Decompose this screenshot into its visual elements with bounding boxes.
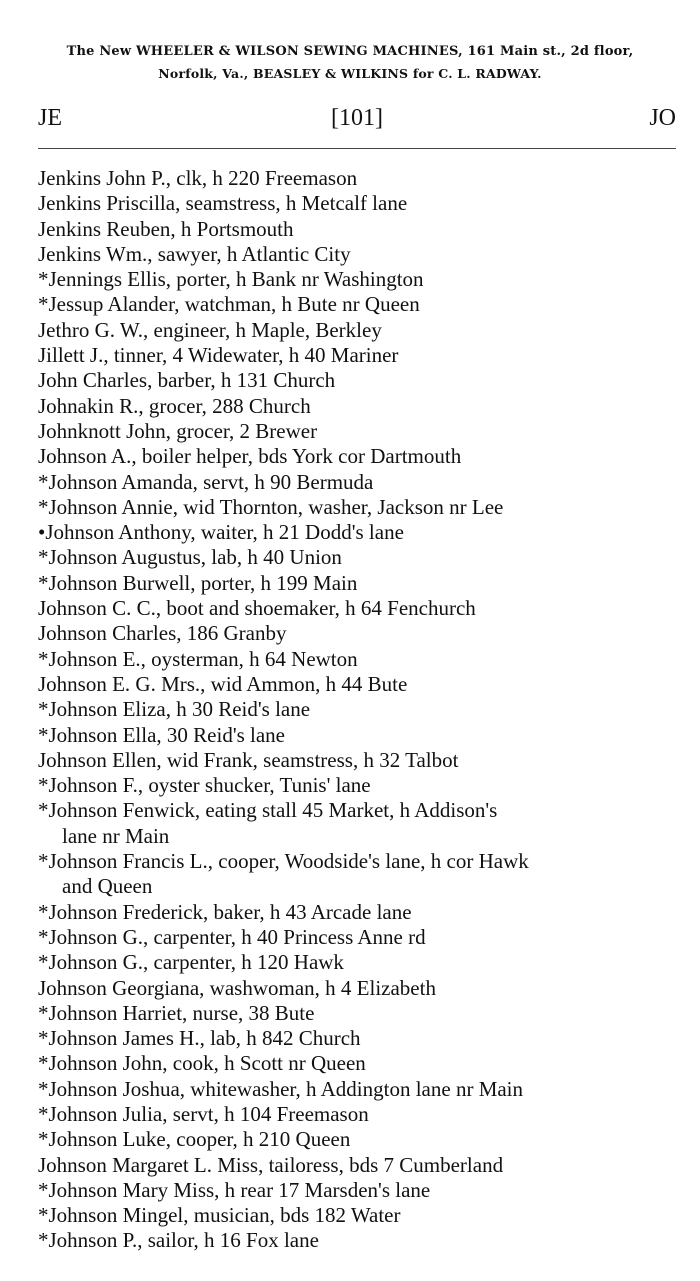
directory-entry — [0, 318, 678, 343]
directory-entry — [0, 1153, 678, 1178]
entry-text: *Johnson Julia, servt, h 104 Freemason — [38, 1101, 369, 1126]
directory-entry — [0, 419, 678, 444]
entry-text: •Johnson Anthony, waiter, h 21 Dodd's lane — [38, 520, 404, 545]
directory-entry — [0, 1001, 678, 1026]
directory-entry — [0, 1102, 678, 1127]
entry-text: Johnson Ellen, wid Frank, seamstress, h 32 Talbot — [38, 747, 459, 772]
entry-text: John Charles, barber, h 131 Church — [38, 368, 336, 393]
directory-entry — [0, 900, 678, 925]
directory-entry — [0, 976, 678, 1001]
directory-entry — [0, 1178, 678, 1203]
entry-text: *Johnson Francis L., cooper, Woodside's lane, h cor Hawk — [38, 849, 529, 874]
directory-entry — [0, 545, 678, 570]
entry-text: Johnson Charles, 186 Granby — [38, 621, 287, 646]
entry-continuation: and Queen — [62, 874, 153, 899]
directory-entry — [0, 798, 678, 849]
entry-text: *Johnson Luke, cooper, h 210 Queen — [38, 1127, 351, 1152]
entry-text: *Johnson Fenwick, eating stall 45 Market, h Addison's — [38, 798, 498, 823]
directory-entry — [0, 1228, 678, 1253]
directory-entry — [0, 267, 678, 292]
entry-text: Johnson Georgiana, washwoman, h 4 Elizabeth — [38, 975, 436, 1000]
directory-entry — [0, 849, 678, 900]
entry-text: Johnson Margaret L. Miss, tailoress, bds 7 Cumberland — [38, 1152, 504, 1177]
entry-text: *Johnson Harriet, nurse, 38 Bute — [38, 1000, 315, 1025]
directory-entry — [0, 596, 678, 621]
entry-text: *Johnson G., carpenter, h 120 Hawk — [38, 950, 344, 975]
directory-entry — [0, 495, 678, 520]
entry-text: Johnakin R., grocer, 288 Church — [38, 393, 311, 418]
entry-text: Johnson E. G. Mrs., wid Ammon, h 44 Bute — [38, 671, 408, 696]
entry-text: *Johnson Annie, wid Thornton, washer, Jackson nr Lee — [38, 494, 504, 519]
header-rule — [38, 148, 676, 149]
entry-text: *Johnson James H., lab, h 842 Church — [38, 1026, 361, 1051]
page-header — [38, 105, 676, 135]
directory-entry — [0, 343, 678, 368]
directory-entry — [0, 925, 678, 950]
entry-text: Jenkins Reuben, h Portsmouth — [38, 216, 294, 241]
entry-text: *Johnson Mingel, musician, bds 182 Water — [38, 1203, 401, 1228]
directory-entry — [0, 647, 678, 672]
directory-entry — [0, 217, 678, 242]
directory-entry — [0, 672, 678, 697]
entry-text: *Johnson Burwell, porter, h 199 Main — [38, 570, 358, 595]
entry-text: *Johnson Amanda, servt, h 90 Bermuda — [38, 469, 374, 494]
directory-entry — [0, 1127, 678, 1152]
entry-text: *Johnson P., sailor, h 16 Fox lane — [38, 1228, 319, 1253]
advert-line-1: The New WHEELER & WILSON SEWING MACHINES, 161 Main st., 2d floor, — [66, 44, 634, 59]
directory-entry — [0, 368, 678, 393]
directory-entry — [0, 292, 678, 317]
directory-entry — [0, 1051, 678, 1076]
entry-text: *Johnson F., oyster shucker, Tunis' lane — [38, 773, 371, 798]
entry-text: *Johnson Frederick, baker, h 43 Arcade lane — [38, 899, 412, 924]
directory-entry — [0, 621, 678, 646]
directory-entry — [0, 394, 678, 419]
directory-entry — [0, 748, 678, 773]
directory-entry — [0, 520, 678, 545]
header-left-guide: JE — [38, 105, 62, 131]
entry-text: *Johnson Joshua, whitewasher, h Addington lane nr Main — [38, 1076, 524, 1101]
entry-text: *Johnson Eliza, h 30 Reid's lane — [38, 697, 311, 722]
entry-text: Jenkins John P., clk, h 220 Freemason — [38, 166, 358, 190]
directory-entry — [0, 950, 678, 975]
directory-entry — [0, 242, 678, 267]
directory-entry — [0, 1203, 678, 1228]
entry-text: Jillett J., tinner, 4 Widewater, h 40 Mariner — [38, 343, 399, 368]
entry-text: Jenkins Priscilla, seamstress, h Metcalf lane — [38, 191, 408, 216]
entry-text: Jenkins Wm., sawyer, h Atlantic City — [38, 241, 351, 266]
entry-text: *Jennings Ellis, porter, h Bank nr Washington — [38, 267, 424, 292]
directory-entry — [0, 571, 678, 596]
entry-text: Johnson C. C., boot and shoemaker, h 64 Fenchurch — [38, 596, 476, 621]
entry-text: *Johnson Augustus, lab, h 40 Union — [38, 545, 342, 570]
directory-entry — [0, 470, 678, 495]
directory-entry — [0, 723, 678, 748]
directory-entry — [0, 166, 678, 191]
entry-text: *Johnson E., oysterman, h 64 Newton — [38, 646, 358, 671]
directory-entry — [0, 1077, 678, 1102]
entry-text: Johnson A., boiler helper, bds York cor Dartmouth — [38, 444, 462, 469]
entry-text: Jethro G. W., engineer, h Maple, Berkley — [38, 317, 382, 342]
entry-text: *Johnson Ella, 30 Reid's lane — [38, 722, 286, 747]
directory-entry — [0, 1026, 678, 1051]
entry-text: *Johnson John, cook, h Scott nr Queen — [38, 1051, 366, 1076]
page-number: [101] — [331, 105, 383, 131]
entry-text: *Jessup Alander, watchman, h Bute nr Queen — [38, 292, 420, 317]
entry-text: *Johnson Mary Miss, h rear 17 Marsden's lane — [38, 1177, 431, 1202]
directory-entry — [0, 191, 678, 216]
directory-entries — [0, 166, 700, 1254]
header-right-guide: JO — [649, 105, 676, 131]
directory-entry — [0, 697, 678, 722]
entry-text: *Johnson G., carpenter, h 40 Princess Anne rd — [38, 924, 426, 949]
directory-entry — [0, 773, 678, 798]
entry-text: Johnknott John, grocer, 2 Brewer — [38, 418, 318, 443]
entry-continuation: lane nr Main — [62, 823, 170, 848]
advert-line-2: Norfolk, Va., BEASLEY & WILKINS for C. L. RADWAY. — [158, 66, 542, 81]
directory-entry — [0, 444, 678, 469]
